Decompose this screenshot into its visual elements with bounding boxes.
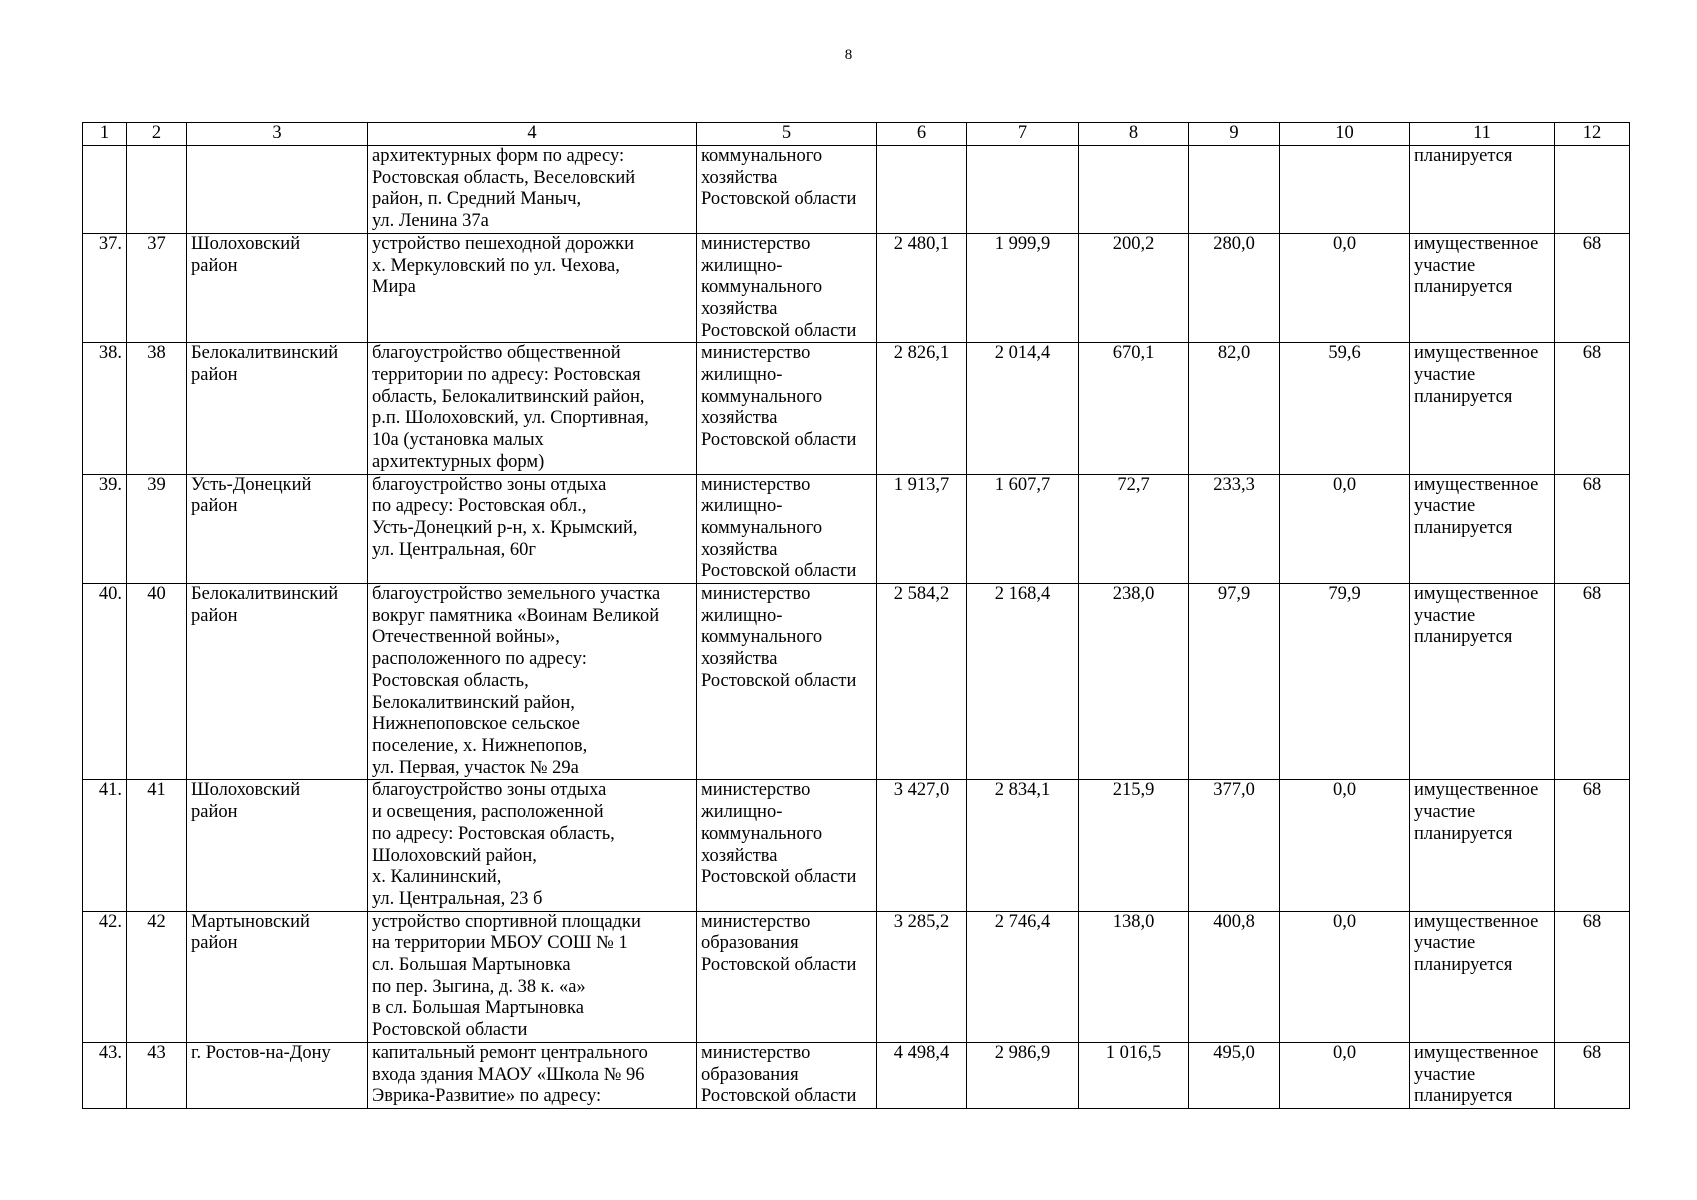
cell-line: архитектурных форм по адресу:	[372, 146, 625, 166]
cell-line: жилищно-	[701, 365, 783, 386]
extra-funds-cell: 82,0	[1189, 343, 1280, 474]
cell-line: участие	[1414, 496, 1476, 517]
participation-note-cell	[1410, 780, 1555, 911]
cell-line: имущественное	[1414, 233, 1539, 254]
event-description-cell	[368, 780, 697, 911]
cell-line: в сл. Большая Мартыновка	[372, 998, 584, 1019]
cell-line: Ростовской области	[701, 189, 857, 210]
cell-line: район	[191, 802, 238, 823]
regional-budget-cell: 1 999,9	[967, 233, 1079, 343]
cell-line: участие	[1414, 933, 1476, 954]
indicator-cell: 68	[1555, 911, 1630, 1042]
municipality-cell	[187, 780, 368, 911]
cell-line: Белокалитвинский	[191, 584, 339, 605]
cell-line: Усть-Донецкий	[191, 474, 312, 495]
cell-line: хозяйства	[701, 167, 778, 188]
executor-cell	[697, 911, 877, 1042]
cell-line: имущественное	[1414, 343, 1539, 364]
cell-line: район	[191, 605, 238, 626]
cell-line: хозяйства	[701, 539, 778, 560]
table-row	[83, 780, 1630, 911]
cell-line: Ростовской области	[701, 430, 857, 451]
cell-line: поселение, х. Нижнепопов,	[372, 735, 588, 756]
cell-line: имущественное	[1414, 911, 1539, 932]
cell-line: министерство	[701, 1042, 811, 1063]
cell-line: планируется	[1414, 627, 1513, 648]
table-row	[83, 1042, 1630, 1108]
event-description-cell	[368, 911, 697, 1042]
cell-line: х. Меркуловский по ул. Чехова,	[372, 255, 620, 276]
executor-cell	[697, 474, 877, 584]
cell-line: х. Калининский,	[372, 867, 502, 888]
cell-line: коммунального	[701, 277, 823, 298]
cell-line: участие	[1414, 1064, 1476, 1085]
cell-line: территории по адресу: Ростовская	[372, 365, 641, 386]
regional-budget-cell: 2 014,4	[967, 343, 1079, 474]
extra-funds-cell: 495,0	[1189, 1042, 1280, 1108]
executor-cell	[697, 1042, 877, 1108]
cell-line: р.п. Шолоховский, ул. Спортивная,	[372, 408, 649, 429]
local-budget-cell: 238,0	[1079, 584, 1189, 780]
cell-line: район	[191, 365, 238, 386]
column-number-12: 12	[1555, 123, 1630, 146]
cell-line: хозяйства	[701, 649, 778, 670]
regional-budget-cell: 2 986,9	[967, 1042, 1079, 1108]
extra-funds-cell	[1189, 146, 1280, 234]
cell-line: участие	[1414, 802, 1476, 823]
municipality-cell	[187, 343, 368, 474]
other-funds-cell: 0,0	[1280, 474, 1410, 584]
table-row	[83, 233, 1630, 343]
cell-line: Мира	[372, 277, 416, 298]
cell-line: район	[191, 933, 238, 954]
cell-line: район, п. Средний Маныч,	[372, 189, 582, 210]
cell-line: Шолоховский	[191, 233, 301, 254]
cell-line: планируется	[1414, 277, 1513, 298]
cell-line: министерство	[701, 343, 811, 364]
cell-line: по адресу: Ростовская область,	[372, 823, 615, 844]
sub-number-cell	[127, 146, 187, 234]
cell-line: ул. Центральная, 23 б	[372, 888, 543, 909]
event-description-cell	[368, 474, 697, 584]
cell-line: капитальный ремонт центрального	[372, 1042, 648, 1063]
column-number-7: 7	[967, 123, 1079, 146]
sub-number-cell: 41	[127, 780, 187, 911]
column-number-3: 3	[187, 123, 368, 146]
cell-line: устройство спортивной площадки	[372, 911, 641, 932]
indicator-cell	[1555, 146, 1630, 234]
local-budget-cell: 138,0	[1079, 911, 1189, 1042]
executor-cell	[697, 146, 877, 234]
cell-line: участие	[1414, 365, 1476, 386]
indicator-cell: 68	[1555, 233, 1630, 343]
cell-line: жилищно-	[701, 605, 783, 626]
cell-line: г. Ростов-на-Дону	[191, 1042, 331, 1063]
cell-line: министерство	[701, 233, 811, 254]
cell-line: Ростовская область,	[372, 670, 529, 691]
cell-line: Отечественной войны»,	[372, 627, 560, 648]
total-amount-cell	[877, 146, 967, 234]
local-budget-cell: 1 016,5	[1079, 1042, 1189, 1108]
program-table	[82, 122, 1630, 1109]
cell-line: архитектурных форм)	[372, 451, 545, 472]
cell-line: по адресу: Ростовская обл.,	[372, 496, 587, 517]
cell-line: коммунального	[701, 386, 823, 407]
cell-line: по пер. Зыгина, д. 38 к. «а»	[372, 976, 586, 997]
cell-line: жилищно-	[701, 496, 783, 517]
total-amount-cell: 4 498,4	[877, 1042, 967, 1108]
cell-line: жилищно-	[701, 802, 783, 823]
total-amount-cell: 2 826,1	[877, 343, 967, 474]
other-funds-cell: 0,0	[1280, 1042, 1410, 1108]
indicator-cell: 68	[1555, 343, 1630, 474]
cell-line: Ростовской области	[701, 955, 857, 976]
column-number-6: 6	[877, 123, 967, 146]
sub-number-cell: 43	[127, 1042, 187, 1108]
cell-line: благоустройство зоны отдыха	[372, 474, 607, 495]
indicator-cell: 68	[1555, 584, 1630, 780]
table-row	[83, 146, 1630, 234]
executor-cell	[697, 343, 877, 474]
cell-line: Ростовской области	[701, 561, 857, 582]
cell-line: планируется	[1414, 517, 1513, 538]
cell-line: планируется	[1414, 955, 1513, 976]
participation-note-cell	[1410, 474, 1555, 584]
row-number-cell: 42.	[83, 911, 127, 1042]
total-amount-cell: 2 584,2	[877, 584, 967, 780]
event-description-cell	[368, 1042, 697, 1108]
regional-budget-cell: 2 746,4	[967, 911, 1079, 1042]
extra-funds-cell: 400,8	[1189, 911, 1280, 1042]
row-number-cell: 39.	[83, 474, 127, 584]
sub-number-cell: 42	[127, 911, 187, 1042]
local-budget-cell	[1079, 146, 1189, 234]
event-description-cell	[368, 146, 697, 234]
regional-budget-cell: 2 834,1	[967, 780, 1079, 911]
sub-number-cell: 38	[127, 343, 187, 474]
table-row	[83, 474, 1630, 584]
local-budget-cell: 670,1	[1079, 343, 1189, 474]
executor-cell	[697, 584, 877, 780]
event-description-cell	[368, 233, 697, 343]
cell-line: хозяйства	[701, 845, 778, 866]
cell-line: участие	[1414, 255, 1476, 276]
local-budget-cell: 215,9	[1079, 780, 1189, 911]
cell-line: расположенного по адресу:	[372, 649, 587, 670]
cell-line: вокруг памятника «Воинам Великой	[372, 605, 660, 626]
column-number-5: 5	[697, 123, 877, 146]
municipality-cell	[187, 584, 368, 780]
cell-line: планируется	[1414, 1086, 1513, 1107]
extra-funds-cell: 280,0	[1189, 233, 1280, 343]
participation-note-cell	[1410, 1042, 1555, 1108]
cell-line: Ростовская область, Веселовский	[372, 167, 636, 188]
sub-number-cell: 40	[127, 584, 187, 780]
column-number-10: 10	[1280, 123, 1410, 146]
row-number-cell: 37.	[83, 233, 127, 343]
cell-line: благоустройство земельного участка	[372, 584, 661, 605]
cell-line: коммунального	[701, 627, 823, 648]
cell-line: благоустройство зоны отдыха	[372, 780, 607, 801]
cell-line: ул. Центральная, 60г	[372, 539, 536, 560]
cell-line: Мартыновский	[191, 911, 310, 932]
municipality-cell	[187, 233, 368, 343]
cell-line: образования	[701, 933, 799, 954]
other-funds-cell: 0,0	[1280, 780, 1410, 911]
cell-line: имущественное	[1414, 474, 1539, 495]
regional-budget-cell: 2 168,4	[967, 584, 1079, 780]
total-amount-cell: 2 480,1	[877, 233, 967, 343]
cell-line: Белокалитвинский район,	[372, 692, 575, 713]
cell-line: планируется	[1414, 146, 1513, 166]
indicator-cell: 68	[1555, 780, 1630, 911]
cell-line: имущественное	[1414, 780, 1539, 801]
cell-line: Усть-Донецкий р-н, х. Крымский,	[372, 517, 638, 538]
cell-line: на территории МБОУ СОШ № 1	[372, 933, 628, 954]
local-budget-cell: 72,7	[1079, 474, 1189, 584]
executor-cell	[697, 233, 877, 343]
cell-line: устройство пешеходной дорожки	[372, 233, 634, 254]
event-description-cell	[368, 343, 697, 474]
indicator-cell: 68	[1555, 474, 1630, 584]
column-number-9: 9	[1189, 123, 1280, 146]
municipality-cell	[187, 474, 368, 584]
cell-line: министерство	[701, 780, 811, 801]
cell-line: Белокалитвинский	[191, 343, 339, 364]
cell-line: жилищно-	[701, 255, 783, 276]
cell-line: район	[191, 255, 238, 276]
cell-line: имущественное	[1414, 1042, 1539, 1063]
page-number: 8	[844, 47, 853, 63]
column-number-2: 2	[127, 123, 187, 146]
other-funds-cell: 0,0	[1280, 233, 1410, 343]
cell-line: министерство	[701, 911, 811, 932]
local-budget-cell: 200,2	[1079, 233, 1189, 343]
indicator-cell: 68	[1555, 1042, 1630, 1108]
cell-line: Шолоховский район,	[372, 845, 537, 866]
cell-line: входа здания МАОУ «Школа № 96	[372, 1064, 645, 1085]
cell-line: 10а (установка малых	[372, 430, 544, 451]
municipality-cell	[187, 146, 368, 234]
cell-line: участие	[1414, 605, 1476, 626]
sub-number-cell: 37	[127, 233, 187, 343]
regional-budget-cell: 1 607,7	[967, 474, 1079, 584]
other-funds-cell: 79,9	[1280, 584, 1410, 780]
cell-line: Нижнепоповское сельское	[372, 714, 580, 735]
column-number-row	[83, 123, 1630, 146]
column-number-4: 4	[368, 123, 697, 146]
sub-number-cell: 39	[127, 474, 187, 584]
extra-funds-cell: 377,0	[1189, 780, 1280, 911]
participation-note-cell	[1410, 584, 1555, 780]
cell-line: ул. Ленина 37а	[372, 211, 489, 232]
cell-line: хозяйства	[701, 298, 778, 319]
row-number-cell: 38.	[83, 343, 127, 474]
cell-line: коммунального	[701, 517, 823, 538]
cell-line: Ростовской области	[701, 320, 857, 341]
event-description-cell	[368, 584, 697, 780]
participation-note-cell	[1410, 911, 1555, 1042]
cell-line: имущественное	[1414, 584, 1539, 605]
cell-line: благоустройство общественной	[372, 343, 621, 364]
cell-line: Ростовской области	[701, 1086, 857, 1107]
cell-line: Шолоховский	[191, 780, 301, 801]
cell-line: коммунального	[701, 823, 823, 844]
total-amount-cell: 3 285,2	[877, 911, 967, 1042]
total-amount-cell: 3 427,0	[877, 780, 967, 911]
column-number-11: 11	[1410, 123, 1555, 146]
row-number-cell: 43.	[83, 1042, 127, 1108]
cell-line: Ростовской области	[372, 1020, 528, 1041]
other-funds-cell: 59,6	[1280, 343, 1410, 474]
cell-line: район	[191, 496, 238, 517]
participation-note-cell	[1410, 343, 1555, 474]
extra-funds-cell: 233,3	[1189, 474, 1280, 584]
total-amount-cell: 1 913,7	[877, 474, 967, 584]
regional-budget-cell	[967, 146, 1079, 234]
cell-line: коммунального	[701, 146, 823, 166]
cell-line: и освещения, расположенной	[372, 802, 604, 823]
column-number-1: 1	[83, 123, 127, 146]
row-number-cell: 41.	[83, 780, 127, 911]
cell-line: планируется	[1414, 386, 1513, 407]
table-row	[83, 343, 1630, 474]
participation-note-cell	[1410, 146, 1555, 234]
row-number-cell	[83, 146, 127, 234]
executor-cell	[697, 780, 877, 911]
column-number-8: 8	[1079, 123, 1189, 146]
municipality-cell	[187, 911, 368, 1042]
other-funds-cell	[1280, 146, 1410, 234]
cell-line: сл. Большая Мартыновка	[372, 955, 571, 976]
table-row	[83, 584, 1630, 780]
row-number-cell: 40.	[83, 584, 127, 780]
cell-line: хозяйства	[701, 408, 778, 429]
table-row	[83, 911, 1630, 1042]
cell-line: Ростовской области	[701, 670, 857, 691]
cell-line: Эврика-Развитие» по адресу:	[372, 1086, 602, 1107]
cell-line: министерство	[701, 584, 811, 605]
other-funds-cell: 0,0	[1280, 911, 1410, 1042]
cell-line: образования	[701, 1064, 799, 1085]
cell-line: область, Белокалитвинский район,	[372, 386, 645, 407]
cell-line: планируется	[1414, 823, 1513, 844]
cell-line: министерство	[701, 474, 811, 495]
participation-note-cell	[1410, 233, 1555, 343]
extra-funds-cell: 97,9	[1189, 584, 1280, 780]
cell-line: Ростовской области	[701, 867, 857, 888]
municipality-cell	[187, 1042, 368, 1108]
cell-line: ул. Первая, участок № 29а	[372, 757, 579, 778]
